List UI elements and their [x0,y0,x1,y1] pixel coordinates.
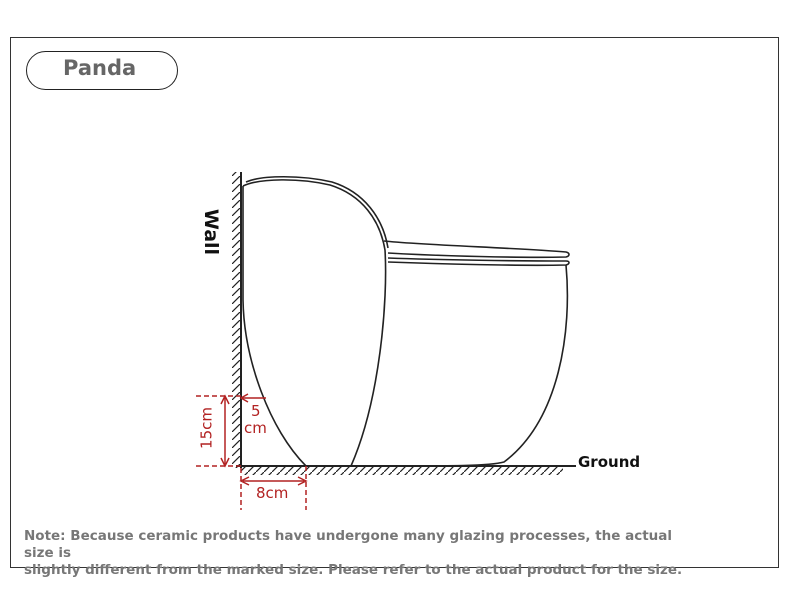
disclaimer-note [24,528,684,579]
height-dimension-label: 15cm [197,407,216,449]
brand-badge-label: Panda [63,56,137,80]
ground-label: Ground [578,453,641,471]
wall-hatch [232,172,241,468]
note-line-2: slightly different from the marked size. Please refer to the actual product for the size. [24,562,683,578]
note-line-1: Note: Because ceramic products have undergone many glazing processes, the actual size is [24,528,673,561]
pedestal-back-curve [243,300,306,466]
base-dimension-label: 8cm [256,484,289,502]
wall-label: Wall [200,208,222,256]
seat-lid [384,241,569,257]
bowl-front [351,265,567,466]
offset-dimension-number: 5 [251,402,261,420]
offset-dimension-unit: cm [244,419,267,437]
toilet-outline [243,177,569,466]
ground-hatch [236,466,576,475]
